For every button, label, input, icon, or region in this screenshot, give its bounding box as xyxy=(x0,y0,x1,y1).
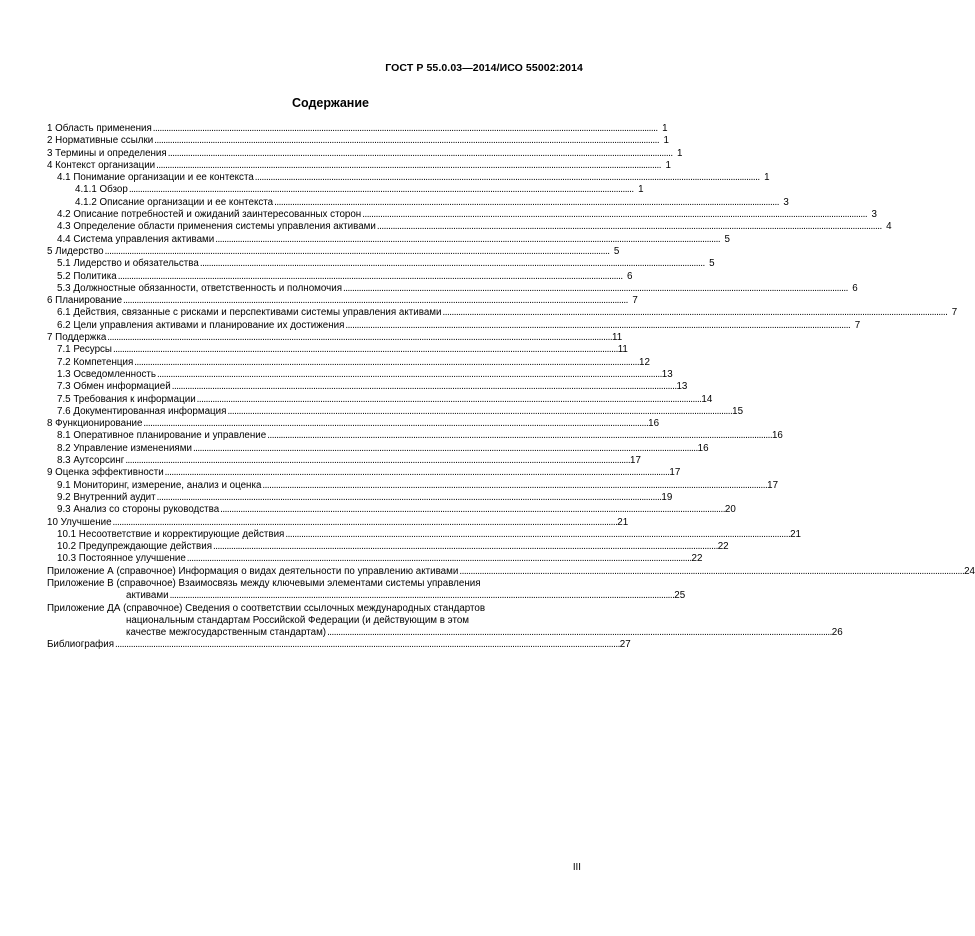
toc-entry-text: активами xyxy=(126,590,169,602)
toc-entry-text: 10.1 Несоответствие и корректирующие действия xyxy=(57,528,285,540)
toc-entry[interactable] xyxy=(47,319,861,332)
toc-entry[interactable] xyxy=(47,295,638,307)
toc-entry-text: 4.4 Система управления активами xyxy=(57,233,215,245)
toc-entry-text: 6 Планирование xyxy=(47,295,123,307)
toc-entry-text: 4.3 Определение области применения системы управления активами xyxy=(57,221,376,233)
toc-entry-page: 12 xyxy=(639,356,650,368)
leader-dots xyxy=(168,148,672,160)
toc-entry-bibliography[interactable] xyxy=(47,639,631,651)
leader-dots xyxy=(107,332,611,344)
toc-entry-text: национальным стандартам Российской Федерации (и действующим в этом xyxy=(126,614,470,626)
toc-entry-text: 9.3 Анализ со стороны руководства xyxy=(57,504,220,516)
toc-entry[interactable] xyxy=(47,332,623,344)
leader-dots xyxy=(274,197,778,209)
toc-entry-text: 1 Область применения xyxy=(47,123,152,134)
toc-entry-text: 6.1 Действия, связанные с рисками и перспективами системы управления активами xyxy=(57,307,442,319)
toc-entry-page: 21 xyxy=(790,528,801,540)
leader-dots xyxy=(187,553,691,565)
toc-entry-page: 4 xyxy=(886,221,892,233)
toc-entry-text: 10 Улучшение xyxy=(47,516,112,528)
toc-entry-text: 7 Поддержка xyxy=(47,332,107,344)
toc-entry[interactable] xyxy=(47,430,783,442)
toc-entry-page: 11 xyxy=(617,344,628,356)
toc-entry[interactable] xyxy=(47,479,779,492)
toc-entry-text: 7.6 Документированная информация xyxy=(57,405,227,417)
toc-entry-page: 16 xyxy=(771,430,783,442)
toc-entry-appendix-b[interactable] xyxy=(47,577,686,603)
toc-entry-text: Приложение А (справочное) Информация о видах деятельности по управлению активами xyxy=(47,565,459,577)
leader-dots xyxy=(157,492,661,504)
leader-dots xyxy=(170,590,674,602)
toc-entry-page: 1 xyxy=(663,135,669,147)
leader-dots xyxy=(118,271,622,283)
toc-entry-page: 25 xyxy=(674,590,686,602)
leader-dots xyxy=(113,344,617,356)
toc-entry-text: 8.1 Оперативное планирование и управление xyxy=(57,430,267,442)
toc-entry-page: 17 xyxy=(767,479,779,491)
toc-entry[interactable] xyxy=(47,381,688,393)
toc-entry-text: 9.2 Внутренний аудит xyxy=(57,491,156,503)
toc-entry-text: 6.2 Цели управления активами и планирование их достижения xyxy=(57,319,345,331)
leader-dots xyxy=(343,283,847,295)
leader-dots xyxy=(200,258,704,270)
toc-entry-page: 1 xyxy=(665,159,671,171)
leader-dots xyxy=(157,369,661,381)
toc-entry-page: 1 xyxy=(662,123,668,134)
leader-dots xyxy=(255,172,759,184)
leader-dots xyxy=(154,135,658,147)
toc-entry-page: 5 xyxy=(613,245,620,257)
toc-entry-text: Приложение В (справочное) Взаимосвязь между ключевыми элементами системы управления xyxy=(47,577,481,589)
toc-entry-text: 4.1 Понимание организации и ее контекста xyxy=(57,172,254,184)
toc-entry[interactable] xyxy=(47,504,736,516)
toc-entry-page: 21 xyxy=(617,516,629,528)
leader-dots xyxy=(115,639,619,651)
leader-dots xyxy=(327,627,831,639)
toc-entry-page: 6 xyxy=(852,282,858,294)
toc-entry-page: 1 xyxy=(638,184,644,196)
leader-dots xyxy=(262,480,766,492)
page-number: III xyxy=(572,862,581,873)
toc-entry-appendix-da[interactable] xyxy=(47,602,843,640)
toc-entry-text: 8.2 Управление изменениями xyxy=(57,442,192,454)
toc-entry-page: 22 xyxy=(691,553,703,565)
leader-dots xyxy=(345,320,849,332)
toc-entry-text: 1.3 Осведомленность xyxy=(57,368,157,380)
toc-entry[interactable] xyxy=(47,270,633,283)
toc-entry-page: 13 xyxy=(661,368,673,380)
toc-entry[interactable] xyxy=(47,282,858,295)
toc-entry-page: 1 xyxy=(677,147,683,159)
toc-entry-text: 5.1 Лидерство и обязательства xyxy=(57,258,199,270)
leader-dots xyxy=(193,443,697,455)
toc-entry-text: 7.2 Компетенция xyxy=(57,356,134,368)
toc-entry[interactable] xyxy=(47,565,975,578)
toc-entry-page: 22 xyxy=(717,541,729,553)
toc-entry-text: 4.1.2 Описание организации и ее контекста xyxy=(75,196,274,208)
toc-entry[interactable] xyxy=(47,344,628,356)
toc-entry[interactable] xyxy=(47,245,620,258)
toc-entry[interactable] xyxy=(47,233,730,246)
toc-entry[interactable] xyxy=(47,491,673,504)
toc-entry-text: 5.2 Политика xyxy=(57,270,117,282)
toc-entry-page: 16 xyxy=(648,418,660,430)
toc-entry-text: 4 Контекст организации xyxy=(47,159,156,171)
toc-entry-text: 2 Нормативные ссылки xyxy=(47,135,154,147)
toc-entry[interactable] xyxy=(47,405,744,418)
leader-dots xyxy=(377,221,881,233)
toc-entry[interactable] xyxy=(47,541,729,553)
leader-dots xyxy=(143,418,647,430)
toc-entry[interactable] xyxy=(47,221,892,233)
leader-dots xyxy=(459,566,963,578)
leader-dots xyxy=(285,529,789,541)
leader-dots xyxy=(215,234,719,246)
toc-entry-page: 1 xyxy=(764,172,770,184)
leader-dots xyxy=(220,504,724,516)
toc-entry[interactable] xyxy=(47,393,713,406)
toc-entry-text: 7.5 Требования к информации xyxy=(57,393,196,405)
toc-entry-page: 15 xyxy=(732,405,744,417)
toc-entry-page: 27 xyxy=(619,639,631,651)
leader-dots xyxy=(156,160,660,172)
toc-entry[interactable] xyxy=(47,368,673,381)
toc-entry[interactable] xyxy=(47,147,683,160)
toc-entry-page: 5 xyxy=(709,258,715,270)
toc-entry[interactable] xyxy=(47,442,709,455)
toc-entry-page: 7 xyxy=(854,319,861,331)
toc-entry[interactable] xyxy=(47,209,877,221)
toc-entry-page: 6 xyxy=(627,270,633,282)
leader-dots xyxy=(129,184,633,196)
toc-entry-page: 3 xyxy=(783,196,789,208)
document-id: ГОСТ Р 55.0.03—2014/ИСО 55002:2014 xyxy=(385,62,583,74)
toc-entry-text: Приложение ДА (справочное) Сведения о соответствии ссылочных международных стандартов xyxy=(47,602,486,614)
toc-entry[interactable] xyxy=(47,196,789,209)
leader-dots xyxy=(153,123,657,135)
toc-entry-page: 20 xyxy=(724,504,736,516)
toc-entry[interactable] xyxy=(47,258,715,270)
toc-entry-page: 5 xyxy=(724,233,730,245)
leader-dots xyxy=(362,209,866,221)
toc-entry-text: 8 Функционирование xyxy=(47,418,143,430)
toc-entry[interactable] xyxy=(47,184,644,196)
toc-entry-text: 5.3 Должностные обязанности, ответственность и полномочия xyxy=(57,282,342,294)
toc-entry-text: 3 Термины и определения xyxy=(47,147,167,159)
toc-entry-page: 17 xyxy=(669,467,681,479)
toc-entry-page: 16 xyxy=(697,442,709,454)
leader-dots xyxy=(125,455,629,467)
toc-entry[interactable] xyxy=(47,159,671,172)
toc-entry[interactable] xyxy=(47,123,668,135)
toc-entry-text: 5 Лидерство xyxy=(47,245,104,257)
toc-entry-page: 7 xyxy=(951,307,958,319)
leader-dots xyxy=(113,517,617,529)
toc-title: Содержание xyxy=(291,96,369,110)
toc-entry-page: 13 xyxy=(676,381,688,393)
toc-entry-page: 24 xyxy=(964,565,975,577)
toc-entry[interactable] xyxy=(47,553,703,565)
toc-entry-text: Библиография xyxy=(47,639,115,651)
toc-entry-text: 10.3 Постоянное улучшение xyxy=(57,553,186,565)
toc-entry[interactable] xyxy=(47,516,629,529)
toc-entry-page: 3 xyxy=(871,209,877,221)
leader-dots xyxy=(213,541,717,553)
toc-entry[interactable] xyxy=(47,172,770,184)
leader-dots xyxy=(172,381,676,393)
toc-entry-page: 7 xyxy=(632,295,638,307)
leader-dots xyxy=(105,246,609,258)
toc-entry[interactable] xyxy=(47,455,641,467)
toc-entry-text: качестве межгосударственным стандартам) xyxy=(126,627,327,639)
toc-entry-page: 17 xyxy=(630,455,641,467)
toc-entry-text: 7.1 Ресурсы xyxy=(57,344,112,356)
leader-dots xyxy=(134,357,638,369)
leader-dots xyxy=(267,430,771,442)
toc-entry-page: 19 xyxy=(661,491,673,503)
leader-dots xyxy=(197,394,701,406)
toc-entry[interactable] xyxy=(47,528,801,541)
toc-entry-text: 4.2 Описание потребностей и ожиданий заинтересованных сторон xyxy=(57,209,362,221)
leader-dots xyxy=(165,467,669,479)
leader-dots xyxy=(442,307,946,319)
toc-entry-text: 10.2 Предупреждающие действия xyxy=(57,541,212,553)
toc-entry-text: 7.3 Обмен информацией xyxy=(57,381,171,393)
table-of-contents xyxy=(47,123,975,652)
leader-dots xyxy=(123,295,627,307)
toc-entry-text: 8.3 Аутсорсинг xyxy=(57,455,125,467)
toc-entry-page: 14 xyxy=(701,393,713,405)
toc-entry[interactable] xyxy=(47,356,650,369)
leader-dots xyxy=(227,406,731,418)
toc-entry[interactable] xyxy=(47,135,669,147)
toc-entry-page: 11 xyxy=(612,332,623,344)
toc-entry-text: 4.1.1 Обзор xyxy=(75,184,128,196)
toc-entry-page: 26 xyxy=(831,627,843,639)
toc-entry[interactable] xyxy=(47,418,660,430)
toc-entry[interactable] xyxy=(47,307,958,319)
toc-entry-text: 9 Оценка эффективности xyxy=(47,467,164,479)
toc-entry-text: 9.1 Мониторинг, измерение, анализ и оценка xyxy=(57,479,262,491)
toc-entry[interactable] xyxy=(47,467,681,479)
